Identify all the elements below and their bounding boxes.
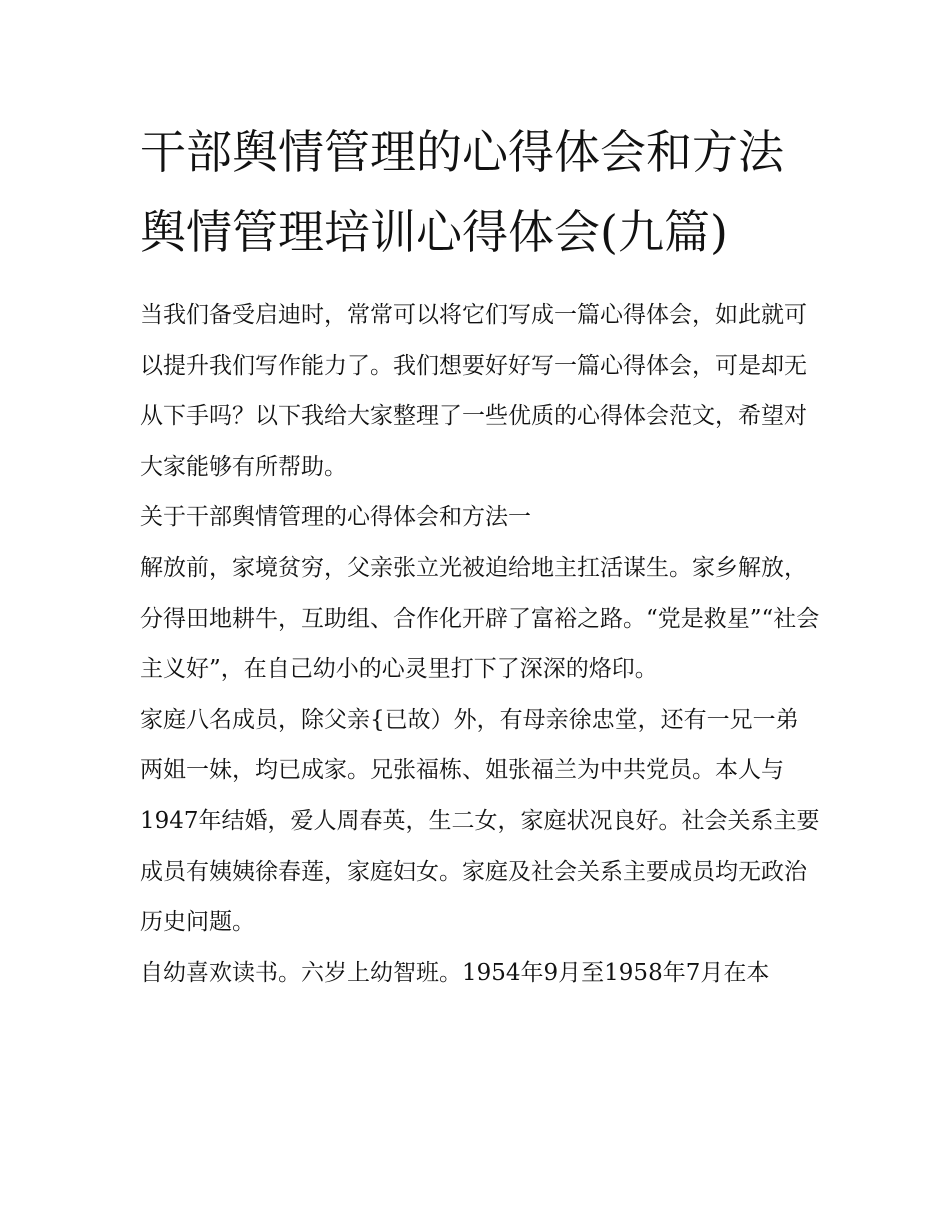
body-paragraph: 自幼喜欢读书。六岁上幼智班。1954年9月至1958年7月在本 (140, 959, 770, 986)
body-paragraph: 家庭八名成员，除父亲{已故）外，有母亲徐忠堂，还有一兄一弟两姐一妹，均已成家。兄张福栋、姐张福兰为中共党员。本人与1947年结婚，爱人周春英，生二女，家庭状况良好。社会关系主要成员有姨姨徐春莲，家庭妇女。家庭及社会关系主要成员均无政治历史问题。 (140, 706, 820, 936)
intro-paragraph: 当我们备受启迪时，常常可以将它们写成一篇心得体会，如此就可以提升我们写作能力了。我们想要好好写一篇心得体会，可是却无从下手吗？以下我给大家整理了一些优质的心得体会范文，希望对大家能够有所帮助。 (140, 302, 807, 480)
document-title: 干部舆情管理的心得体会和方法 舆情管理培训心得体会(九篇) (140, 125, 784, 259)
document-body (140, 112, 820, 998)
body-paragraph: 解放前，家境贫穷，父亲张立光被迫给地主扛活谋生。家乡解放，分得田地耕牛，互助组、合作化开辟了富裕之路。“党是救星”“社会主义好”，在自己幼小的心灵里打下了深深的烙印。 (140, 554, 820, 683)
section-heading: 关于干部舆情管理的心得体会和方法一 (140, 504, 531, 531)
